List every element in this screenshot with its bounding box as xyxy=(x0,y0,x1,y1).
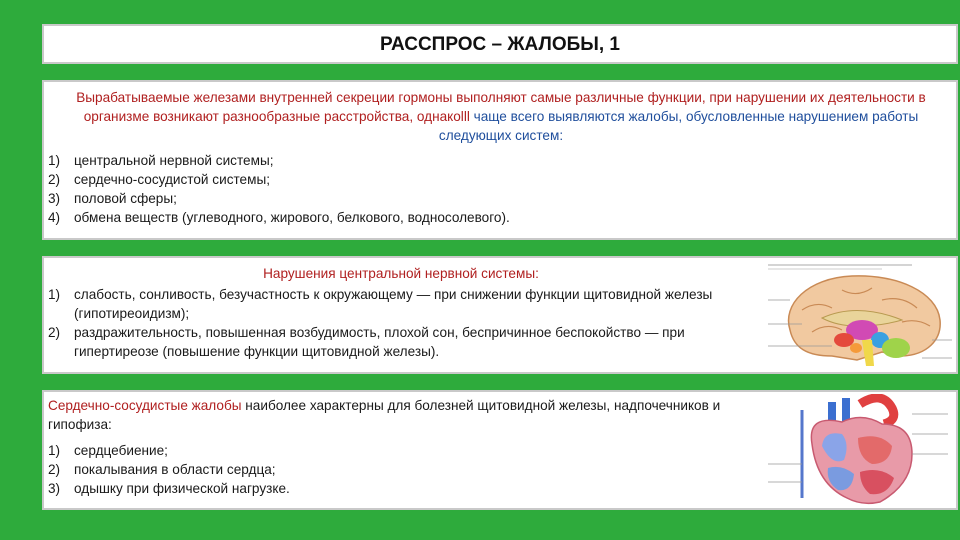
cardio-box xyxy=(42,390,958,510)
list-number: 4) xyxy=(48,210,61,225)
list-number: 1) xyxy=(48,153,61,168)
title-box xyxy=(42,24,958,64)
list-number: 3) xyxy=(48,191,61,206)
list-number: 1) xyxy=(48,443,61,458)
list-text: покалывания в области сердца; xyxy=(74,462,276,477)
list-item xyxy=(48,208,948,227)
list-number: 2) xyxy=(48,462,61,477)
list-item xyxy=(48,323,754,361)
list-item xyxy=(48,285,754,323)
intro-text-red: Вырабатываемые железами внутренней секреции гормоны выполняют самые различные функции, при нарушении их деятельности в организме возникают разнообразные расстройства, однакоlll xyxy=(76,90,926,124)
list-number: 2) xyxy=(48,325,61,340)
list-text: слабость, сонливость, безучастность к окружающему — при снижении функции щитовидной железы (гипотиреоидизм); xyxy=(74,287,713,321)
brain-illustration xyxy=(762,260,954,372)
list-text: обмена веществ (углеводного, жирового, белкового, водносолевого). xyxy=(74,210,510,225)
cardio-list xyxy=(48,441,754,498)
list-item xyxy=(48,479,754,498)
list-text: одышку при физической нагрузке. xyxy=(74,481,290,496)
list-text: сердцебиение; xyxy=(74,443,168,458)
intro-box xyxy=(42,80,958,240)
intro-list xyxy=(48,151,948,227)
list-text: половой сферы; xyxy=(74,191,177,206)
cns-heading: Нарушения центральной нервной системы: xyxy=(263,266,539,281)
list-text: центральной нервной системы; xyxy=(74,153,274,168)
list-text: раздражительность, повышенная возбудимость, плохой сон, беспричинное беспокойство — при гипертиреозе (повышение функции щитовидной железы). xyxy=(74,325,685,359)
cns-list xyxy=(48,285,754,361)
list-item xyxy=(48,170,948,189)
list-item xyxy=(48,441,754,460)
cns-box xyxy=(42,256,958,374)
list-number: 3) xyxy=(48,481,61,496)
cardio-lead-red: Сердечно-сосудистые жалобы xyxy=(48,398,242,413)
list-item xyxy=(48,460,754,479)
list-number: 1) xyxy=(48,287,61,302)
list-item xyxy=(48,189,948,208)
cardio-lead-rest: наиболее характерны для болезней щитовидной железы, надпочечников и гипофиза: xyxy=(48,398,721,432)
list-item xyxy=(48,151,948,170)
cardio-paragraph xyxy=(48,396,754,434)
intro-text-blue: чаще всего выявляются жалобы, обусловленные нарушением работы следующих систем: xyxy=(438,109,919,143)
list-number: 2) xyxy=(48,172,61,187)
page-title: РАССПРОС – ЖАЛОБЫ, 1 xyxy=(379,34,620,55)
intro-paragraph xyxy=(48,88,954,145)
list-text: сердечно-сосудистой системы; xyxy=(74,172,271,187)
heart-illustration xyxy=(762,394,954,508)
